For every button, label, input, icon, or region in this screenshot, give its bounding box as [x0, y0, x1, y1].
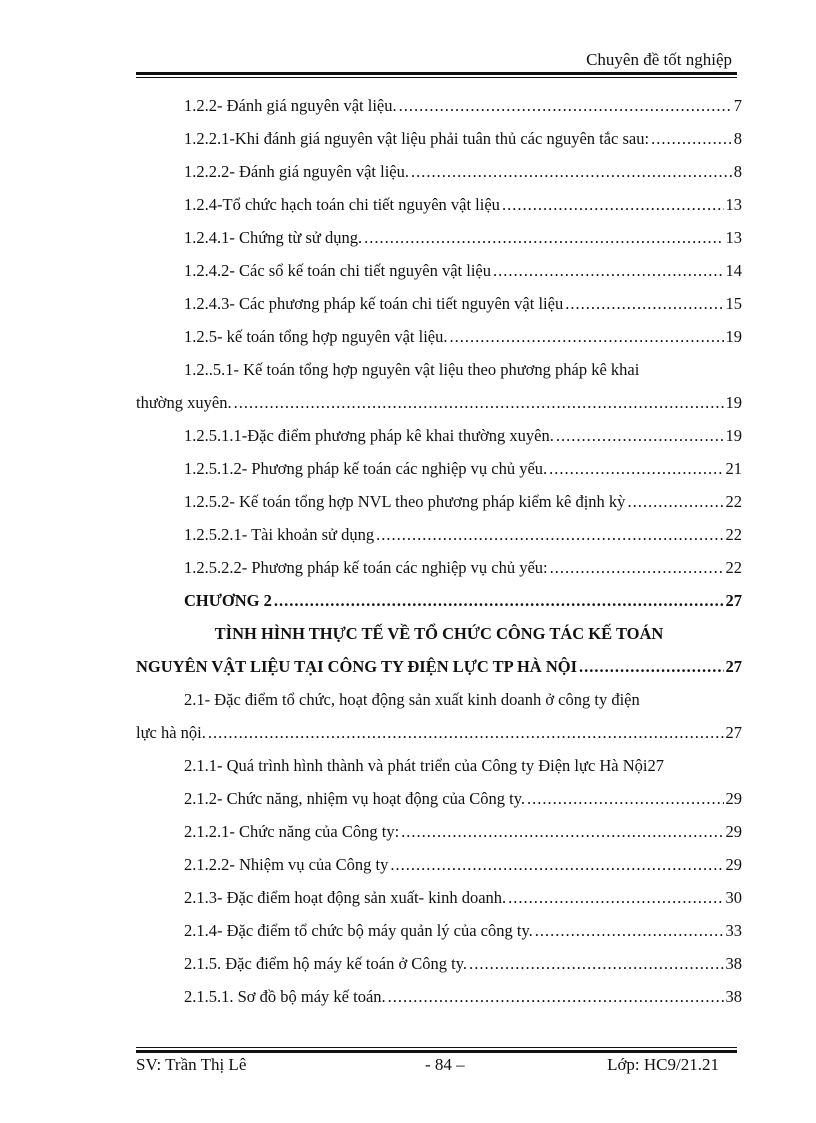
document-header-title: Chuyên đề tốt nghiệp: [586, 50, 732, 69]
toc-entry[interactable]: 2.1.3- Đặc điểm hoạt động sản xuất- kinh doanh. ..... 30: [136, 881, 742, 914]
footer-student-name: SV: Trần Thị Lê: [136, 1055, 247, 1074]
toc-page-number: 8: [733, 162, 742, 181]
toc-page-number: 27: [725, 723, 742, 742]
toc-entry-continuation[interactable]: lực hà nội. ..... 27: [136, 716, 742, 749]
toc-entry[interactable]: 1.2.5.2- Kế toán tổng hợp NVL theo phương pháp kiểm kê định kỳ ..... 22: [136, 485, 742, 518]
toc-entry[interactable]: 1.2.4-Tổ chức hạch toán chi tiết nguyên vật liệu ..... 13: [136, 188, 742, 221]
toc-page-number: 19: [725, 327, 742, 346]
toc-page-number: 8: [733, 129, 742, 148]
toc-entry[interactable]: 1.2.4.3- Các phương pháp kế toán chi tiết nguyên vật liệu ..... 15: [136, 287, 742, 320]
toc-entry[interactable]: 1.2.5.1.1-Đặc điểm phương pháp kê khai thường xuyên. ..... 19: [136, 419, 742, 452]
table-of-contents: [136, 89, 742, 1013]
toc-entry[interactable]: 1.2.5.1.2- Phương pháp kế toán các nghiệp vụ chủ yếu. ..... 21: [136, 452, 742, 485]
header-rule: [136, 72, 737, 78]
toc-entry[interactable]: 2.1.5.1. Sơ đồ bộ máy kế toán. ..... 38: [136, 980, 742, 1013]
toc-page-number: 38: [725, 987, 742, 1006]
toc-entry[interactable]: 2.1- Đặc điểm tổ chức, hoạt động sản xuất kinh doanh ở công ty điện: [184, 690, 640, 709]
document-footer: [136, 1053, 737, 1077]
toc-entry[interactable]: 2.1.2.2- Nhiệm vụ của Công ty ..... 29: [136, 848, 742, 881]
toc-page-number: 22: [725, 558, 742, 577]
toc-entry[interactable]: 2.1.4- Đặc điểm tổ chức bộ máy quản lý của công ty. ..... 33: [136, 914, 742, 947]
toc-entry[interactable]: 2.1.1- Quá trình hình thành và phát triển của Công ty Điện lực Hà Nội 27: [136, 749, 742, 782]
toc-page-number: 30: [725, 888, 742, 907]
toc-page-number: 22: [725, 525, 742, 544]
toc-entry[interactable]: 2.1.2.1- Chức năng của Công ty: ..... 29: [136, 815, 742, 848]
toc-entry[interactable]: 2.1.2- Chức năng, nhiệm vụ hoạt động của Công ty. ..... 29: [136, 782, 742, 815]
toc-entry[interactable]: 1.2.2- Đánh giá nguyên vật liệu. ..... 7: [136, 89, 742, 122]
footer-class: Lớp: HC9/21.21: [607, 1055, 719, 1074]
toc-page-number: 27: [647, 756, 665, 775]
toc-page-number: 22: [725, 492, 742, 511]
toc-page-number: 33: [725, 921, 742, 940]
toc-entry[interactable]: 1.2.4.1- Chứng từ sử dụng. ..... 13: [136, 221, 742, 254]
chapter-title-line-1[interactable]: TÌNH HÌNH THỰC TẾ VỀ TỔ CHỨC CÔNG TÁC KẾ TOÁN: [214, 624, 664, 643]
toc-entry[interactable]: 1.2.2.1-Khi đánh giá nguyên vật liệu phải tuân thủ các nguyên tắc sau: ..... 8: [136, 122, 742, 155]
toc-page-number: 29: [725, 789, 742, 808]
toc-page-number: 27: [725, 657, 742, 676]
toc-page-number: 29: [725, 855, 742, 874]
toc-entry[interactable]: 1.2.5- kế toán tổng hợp nguyên vật liệu. ..... 19: [136, 320, 742, 353]
toc-page-number: 15: [725, 294, 742, 313]
toc-page-number: 21: [725, 459, 742, 478]
toc-page-number: 13: [725, 228, 742, 247]
toc-page-number: 13: [725, 195, 742, 214]
toc-page-number: 14: [725, 261, 742, 280]
chapter-heading[interactable]: CHƯƠNG 2 ..... 27: [136, 584, 742, 617]
toc-page-number: 29: [725, 822, 742, 841]
toc-page-number: 7: [733, 96, 742, 115]
toc-entry[interactable]: 1.2.2.2- Đánh giá nguyên vật liệu. ..... 8: [136, 155, 742, 188]
toc-entry[interactable]: 1.2..5.1- Kế toán tổng hợp nguyên vật liệu theo phương pháp kê khai: [184, 360, 640, 379]
toc-page-number: 27: [725, 591, 742, 610]
toc-entry[interactable]: 1.2.5.2.2- Phương pháp kế toán các nghiệp vụ chủ yếu: ..... 22: [136, 551, 742, 584]
footer-page-number: - 84 –: [425, 1055, 465, 1074]
chapter-title-line-2[interactable]: NGUYÊN VẬT LIỆU TẠI CÔNG TY ĐIỆN LỰC TP HÀ NỘI ..... 27: [136, 650, 742, 683]
toc-page-number: 38: [725, 954, 742, 973]
toc-entry-continuation[interactable]: thường xuyên. ..... 19: [136, 386, 742, 419]
toc-entry[interactable]: 2.1.5. Đặc điểm hộ máy kế toán ở Công ty. ..... 38: [136, 947, 742, 980]
toc-page-number: 19: [725, 426, 742, 445]
toc-page-number: 19: [725, 393, 742, 412]
toc-entry[interactable]: 1.2.4.2- Các sổ kế toán chi tiết nguyên vật liệu ..... 14: [136, 254, 742, 287]
toc-entry[interactable]: 1.2.5.2.1- Tài khoản sử dụng ..... 22: [136, 518, 742, 551]
